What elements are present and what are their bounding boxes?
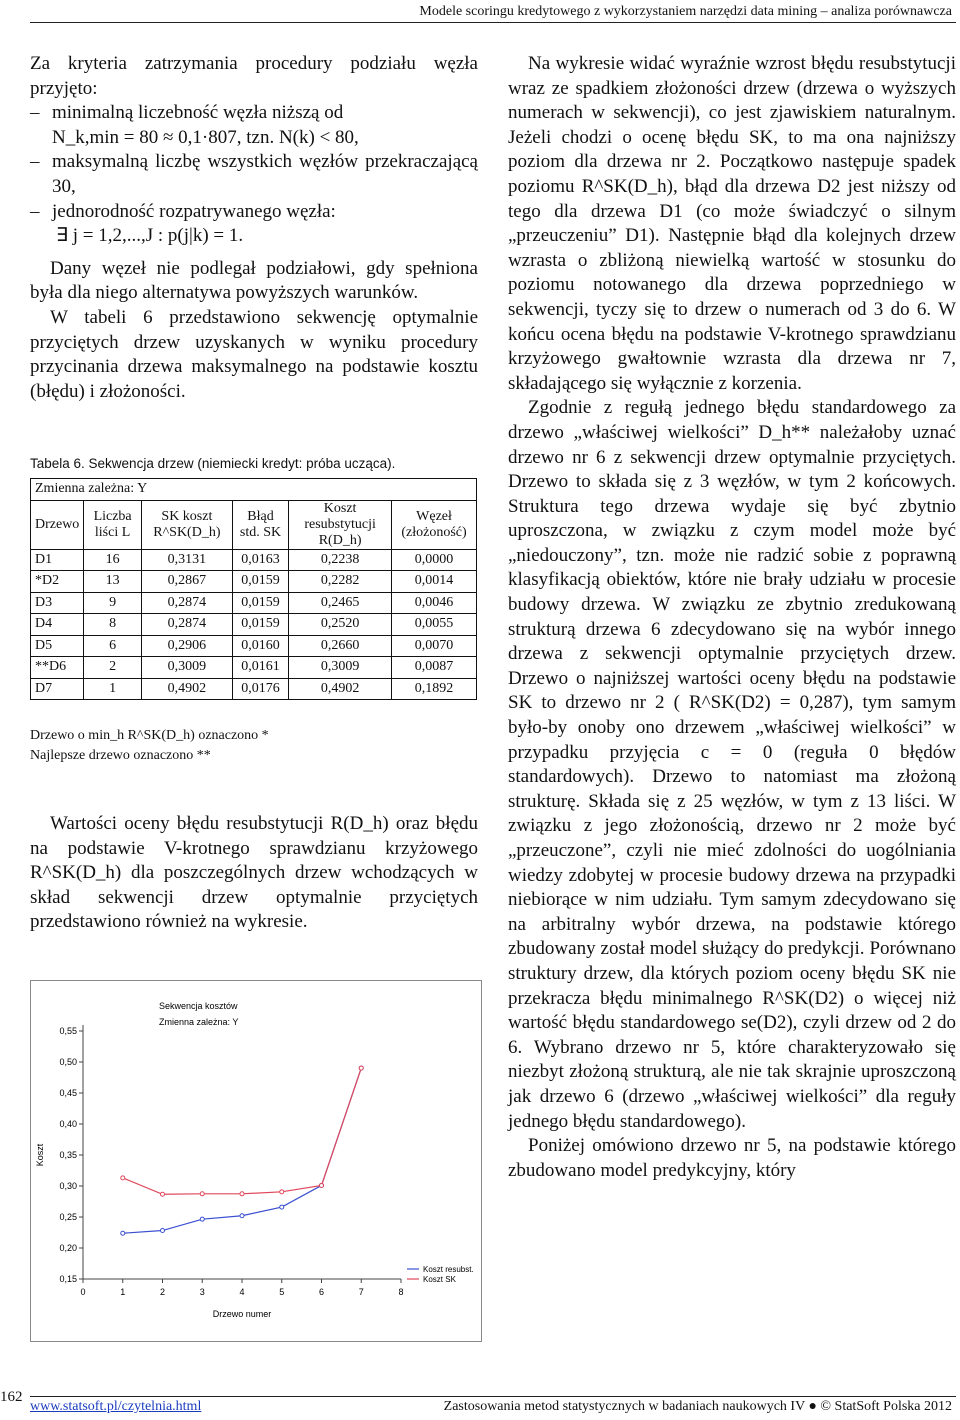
right-column [508,52,956,1183]
table-cell: 0,0070 [392,635,477,657]
x-tick-label: 2 [159,1287,166,1297]
table-cell: 0,0161 [232,657,288,679]
y-tick-label: 0,30 [59,1181,77,1191]
data-point [240,1214,244,1218]
table-cell: D4 [31,614,84,636]
table-cell: 0,2660 [289,635,392,657]
data-point [359,1066,363,1070]
table-cell: 9 [84,592,142,614]
table-cell: 0,0159 [232,571,288,593]
right-paragraph-1: Na wykresie widać wyraźnie wzrost błędu resubstytucji wraz ze spadkiem złożoności drzew (drzewa o wyższych numerach w sekwencji), co jest zjawiskiem naturalnym. Jeżeli chodzi o ocenę błędu SK, to ma ona najniższy poziom dla drzewa nr 2. Początkowo następuje spadek poziomu R^SK(D_h), błąd dla drzewa D2 jest niższy od tego dla drzewa D1 (co może świadczyć o silnym „przeuczeniu” D1). Następnie błąd dla kolejnych drzew wzrasta o zbliżoną niewielką wartość w stosunku do poziomu notowanego dla drzewa poprzedniego w sekwencji, tyczy się to drzew o numerach od 3 do 6. W końcu ocena błędu na podstawie V-krotnego sprawdzianu krzyżowego gwałtownie wzrasta dla drzewa nr 7, składającego się wyłącznie z korzenia. [508,53,956,394]
table-cell: 0,2874 [141,592,232,614]
data-point [280,1190,284,1194]
table-cell: 0,2906 [141,635,232,657]
criterion-1-text: minimalną liczebność węzła niższą od [52,102,344,124]
right-paragraph-2: Zgodnie z regułą jednego błędu standardowego za drzewo „właściwej wielkości” D_h** należałoby uznać drzewo nr 6 z sekwencji drzew optymalnie przyciętych. Drzewo to składa się z 3 węzłów, w tym 2 końcowych. Struktura tego drzewa wydaje się być zbytnio uproszczona, w związku z czym model może być „niedouczony”, tzn. może nie radzić sobie z poprawną klasyfikacją obiektów, które nie brały udziału w procesie budowy drzewa. W związku ze zbytnio zredukowaną strukturą drzewa 6 zdecydowano się na wybór innego drzewa z sekwencji optymalnie przyciętych drzew. Drzewo o najniższej wartości oceny błędu na podstawie SK to drzewo nr 2 ( R^SK(D2) = 0,287), tym samym było-by onoby ono drzewem „właściwej wielkości” w przypadku przyjęcia c = 0 (reguła 0 błędów standardowych). Drzewo to natomiast ma złożoną strukturę. Składa się z 25 węzłów, w tym z 13 liści. W związku z jego złożonością, drzewo nr 2 może być „przeuczone”, czyli nie mieć zdolności do uogólniania wiedzy zdobytej w procesie budowy drzewa na przypadki niebiorące w nim udziału. Tym samym zdecydowano się na arbitralny wybór drzewa, na podstawie którego zbudowany został model służący do predykcji. Porównano struktury drzew, dla których poziom oceny błędu SK nie przekracza błędu minimalnego R^SK(D2) o więcej niż wartość błędu standardowego se(D2), czyli drzew od 2 do 6. Wybrano drzewo nr 5, które charakteryzowało się niezbyt złożoną strukturą, ale nie tak skrajnie uproszczoną jak drzewo 6 (drzewo „właściwej wielkości” dla reguły jednego błędu standardowego). [508,397,956,1132]
y-tick-label: 0,35 [59,1150,77,1160]
table-variable: Zmienna zależna: Y [31,479,477,501]
data-point [161,1229,165,1233]
table-cell: D7 [31,678,84,700]
y-tick-label: 0,20 [59,1243,77,1253]
y-tick-label: 0,50 [59,1057,77,1067]
cost-sequence-chart [30,980,482,1342]
table-cell: 16 [84,549,142,571]
table-row [31,549,477,571]
criterion-2-text: maksymalną liczbę wszystkich węzłów przekraczającą 30, [52,151,478,197]
left-column-lower [30,812,478,935]
table-row [31,592,477,614]
y-tick-label: 0,25 [59,1212,77,1222]
table-cell: 1 [84,678,142,700]
chart-svg [31,981,481,1341]
data-point [200,1217,204,1221]
table-cell: 0,4902 [289,678,392,700]
table-cell: D5 [31,635,84,657]
right-paragraph-3: Poniżej omówiono drzewo nr 5, na podstawie którego zbudowano model predykcyjny, który [508,1135,956,1181]
left-paragraph-2: W tabeli 6 przedstawiono sekwencję optymalnie przyciętych drzew uzyskanych w wyniku procedury przycinania drzewa maksymalnego na podstawie kosztu (błędu) i złożoności. [30,306,478,402]
criterion-1: – minimalną liczebność węzła niższą od N_k,min = 80 ≈ 0,1·807, tzn. N(k) < 80, [30,101,478,150]
legend-label: Koszt SK [423,1275,456,1284]
table-cell: 0,0000 [392,549,477,571]
y-tick-label: 0,45 [59,1088,77,1098]
left-paragraph-1: Dany węzeł nie podlegał podziałowi, gdy spełniona była dla niego alternatywa powyższych warunków. [30,257,478,304]
table-cell: 2 [84,657,142,679]
y-tick-label: 0,40 [59,1119,77,1129]
sequence-table [30,478,477,700]
table-cell: 0,4902 [141,678,232,700]
table-note-min: Drzewo o min_h R^SK(D_h) oznaczono * [30,728,269,743]
col-header: Koszt resubstytucji R(D_h) [289,500,392,549]
criterion-2: – maksymalną liczbę wszystkich węzłów przekraczającą 30, [30,150,478,199]
criterion-3-formula: ∃ j = 1,2,...,J : p(j|k) = 1. [56,225,244,247]
table-row [31,571,477,593]
table-notes [30,726,269,766]
table-cell: **D6 [31,657,84,679]
criterion-3: – jednorodność rozpatrywanego węzła: ∃ j = 1,2,...,J : p(j|k) = 1. [30,200,478,249]
data-point [320,1183,324,1187]
table-cell: 0,1892 [392,678,477,700]
page-footer [0,1389,960,1419]
table-cell: D1 [31,549,84,571]
table-cell: 0,2282 [289,571,392,593]
table-cell: 0,0176 [232,678,288,700]
x-tick-label: 4 [239,1287,245,1297]
table-cell: 0,0159 [232,592,288,614]
col-header: Drzewo [31,500,84,549]
x-tick-label: 5 [279,1287,285,1297]
x-tick-label: 1 [120,1287,126,1297]
col-header: Błąd std. SK [232,500,288,549]
y-tick-label: 0,15 [59,1274,77,1284]
footer-link[interactable]: www.statsoft.pl/czytelnia.html [30,1399,202,1414]
table-cell: 0,2867 [141,571,232,593]
x-axis-label: Drzewo numer [212,1309,272,1319]
left-column [30,52,478,404]
series-line-resubst [123,1068,362,1233]
table-cell: 0,3009 [289,657,392,679]
table-cell: 0,2238 [289,549,392,571]
col-header: Węzeł (złożoność) [392,500,477,549]
x-tick-label: 6 [318,1287,325,1297]
legend-label: Koszt resubst. [423,1265,474,1274]
table-cell: 13 [84,571,142,593]
data-point [200,1192,204,1196]
table-cell: 0,2465 [289,592,392,614]
x-tick-label: 8 [398,1287,404,1297]
data-point [240,1192,244,1196]
table-cell: 0,0046 [392,592,477,614]
running-header-title: Modele scoringu kredytowego z wykorzystaniem narzędzi data mining – analiza porównawcza [419,4,952,19]
running-header [0,0,960,20]
table-cell: 0,2874 [141,614,232,636]
table-cell: 8 [84,614,142,636]
table-row [31,614,477,636]
x-tick-label: 0 [80,1287,86,1297]
table-cell: 0,3009 [141,657,232,679]
page-number: 162 [0,1389,23,1405]
table-cell: 0,0159 [232,614,288,636]
table-cell: 0,0087 [392,657,477,679]
footer-text: Zastosowania metod statystycznych w badaniach naukowych IV ● © StatSoft Polska 2012 [443,1399,952,1414]
x-tick-label: 7 [358,1287,364,1297]
table-row [31,678,477,700]
table-note-best: Najlepsze drzewo oznaczono ** [30,748,211,763]
data-point [121,1176,125,1180]
table-cell: D3 [31,592,84,614]
y-axis-label: Koszt [35,1143,45,1167]
table-row [31,635,477,657]
table-cell: 0,0163 [232,549,288,571]
header-rule [30,22,956,23]
chart-subtitle: Zmienna zależna: Y [159,1017,239,1027]
table-cell: *D2 [31,571,84,593]
table-cell: 0,3131 [141,549,232,571]
criteria-intro: Za kryteria zatrzymania procedury podziału węzła przyjęto: [30,53,478,99]
table-caption: Tabela 6. Sekwencja drzew (niemiecki kredyt: próba ucząca). [30,456,396,471]
data-point [161,1192,165,1196]
criterion-3-text: jednorodność rozpatrywanego węzła: [52,200,336,222]
table-cell: 0,0055 [392,614,477,636]
table-row [31,657,477,679]
col-header: SK koszt R^SK(D_h) [141,500,232,549]
data-point [280,1205,284,1209]
col-header: Liczba liści L [84,500,142,549]
data-point [121,1231,125,1235]
table-cell: 0,0160 [232,635,288,657]
y-tick-label: 0,55 [59,1026,77,1036]
table-cell: 0,0014 [392,571,477,593]
table-cell: 0,2520 [289,614,392,636]
left-paragraph-3: Wartości oceny błędu resubstytucji R(D_h) oraz błędu na podstawie V-krotnego sprawdzianu krzyżowego R^SK(D_h) dla poszczególnych drzew wchodzących w skład sekwencji drzew optymalnie przyciętych przedstawiono również na wykresie. [30,813,478,933]
x-tick-label: 3 [199,1287,205,1297]
chart-title: Sekwencja kosztów [159,1001,238,1011]
criterion-1-formula: N_k,min = 80 ≈ 0,1·807, tzn. N(k) < 80, [52,126,359,148]
series-line-sk [123,1068,362,1194]
table-cell: 6 [84,635,142,657]
